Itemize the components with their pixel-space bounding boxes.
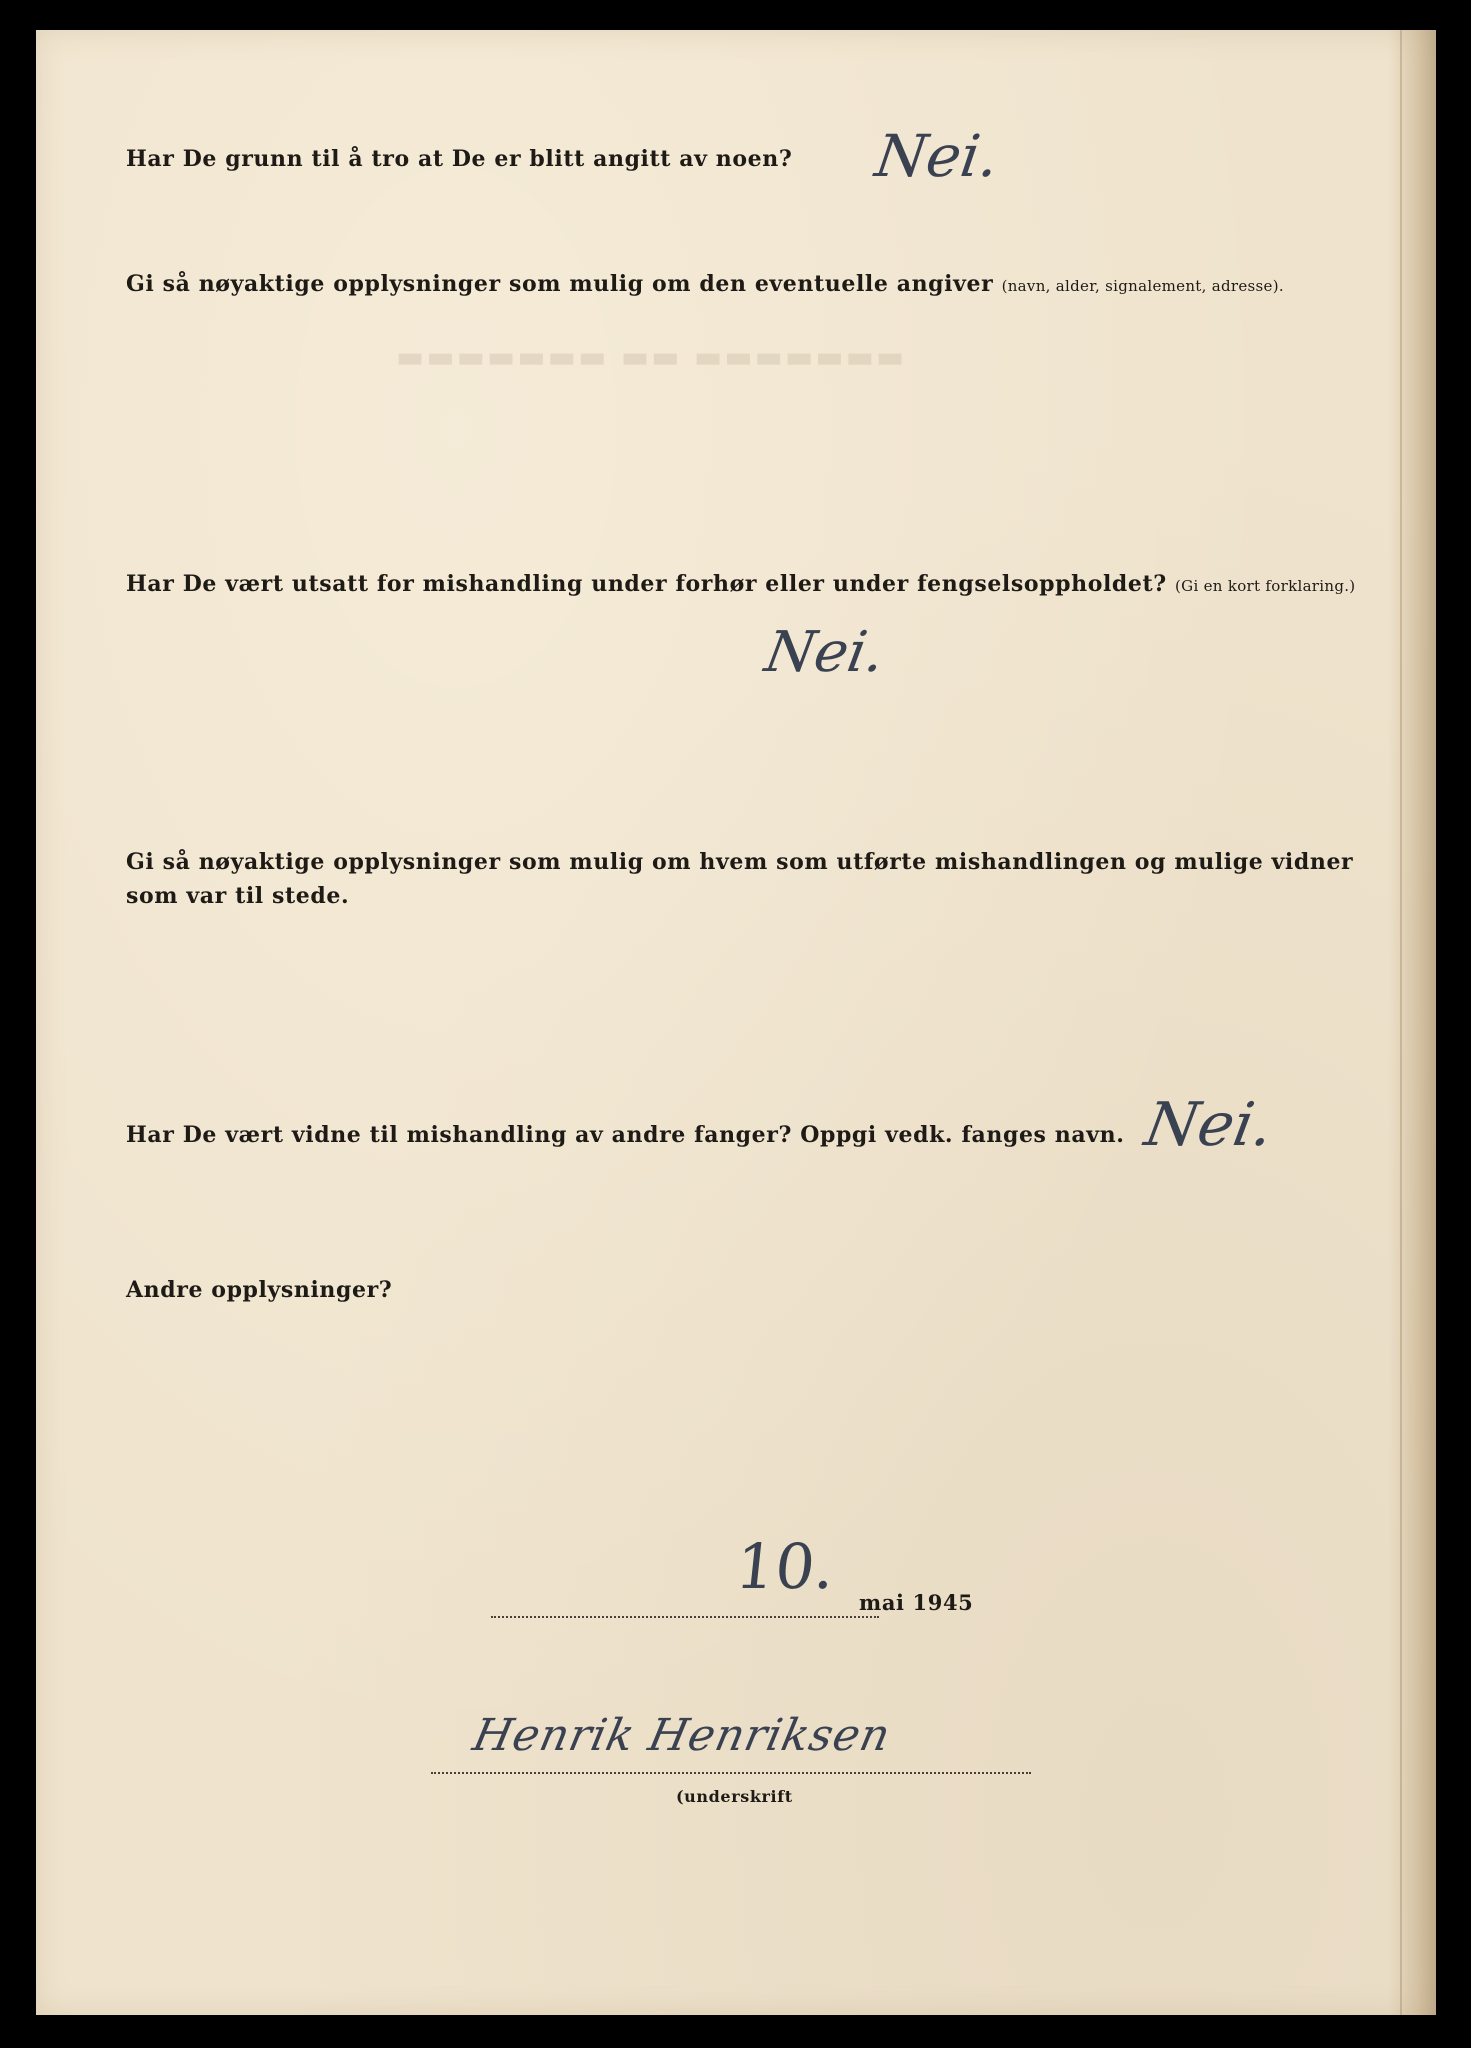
answer-mistreatment: Nei. [760,620,890,685]
page-edge-line [1400,30,1402,2015]
bleed-through-text: ▬▬▬▬▬▬▬ ▬▬ ▬▬▬▬▬▬▬ [396,340,907,375]
date-day-handwritten: 10. [732,1530,839,1603]
question-informer-details [126,267,1284,303]
question-perpetrators-line2: som var til stede. [126,883,350,909]
signature-label: (underskrift [676,1787,793,1806]
question-witness: Har De vært vidne til mishandling av andre fanger? Oppgi vedk. fanges navn. [126,1122,1125,1148]
page-edge-shadow [1388,30,1436,2015]
date-month-year: mai 1945 [859,1590,974,1615]
question-other-info: Andre opplysninger? [126,1277,393,1303]
date-line [491,1616,879,1618]
signature-handwritten: Henrik Henriksen [468,1710,896,1761]
document-page [36,30,1436,2015]
question-denounced: Har De grunn til å tro at De er blitt angitt av noen? [126,146,793,172]
question-informer-main: Gi så nøyaktige opplysninger som mulig om den eventuelle angiver [126,271,994,297]
question-mistreatment [126,567,1355,603]
question-mistreatment-note: (Gi en kort forklaring.) [1175,577,1356,595]
answer-denounced: Nei. [871,122,1003,190]
signature-line [431,1772,1031,1774]
answer-witness: Nei. [1139,1090,1279,1160]
question-mistreatment-main: Har De vært utsatt for mishandling under forhør eller under fengselsoppholdet? [126,571,1167,597]
question-perpetrators-line1: Gi så nøyaktige opplysninger som mulig om hvem som utførte mishandlingen og mulige vidner [126,849,1354,875]
question-informer-note: (navn, alder, signalement, adresse). [1001,277,1284,295]
